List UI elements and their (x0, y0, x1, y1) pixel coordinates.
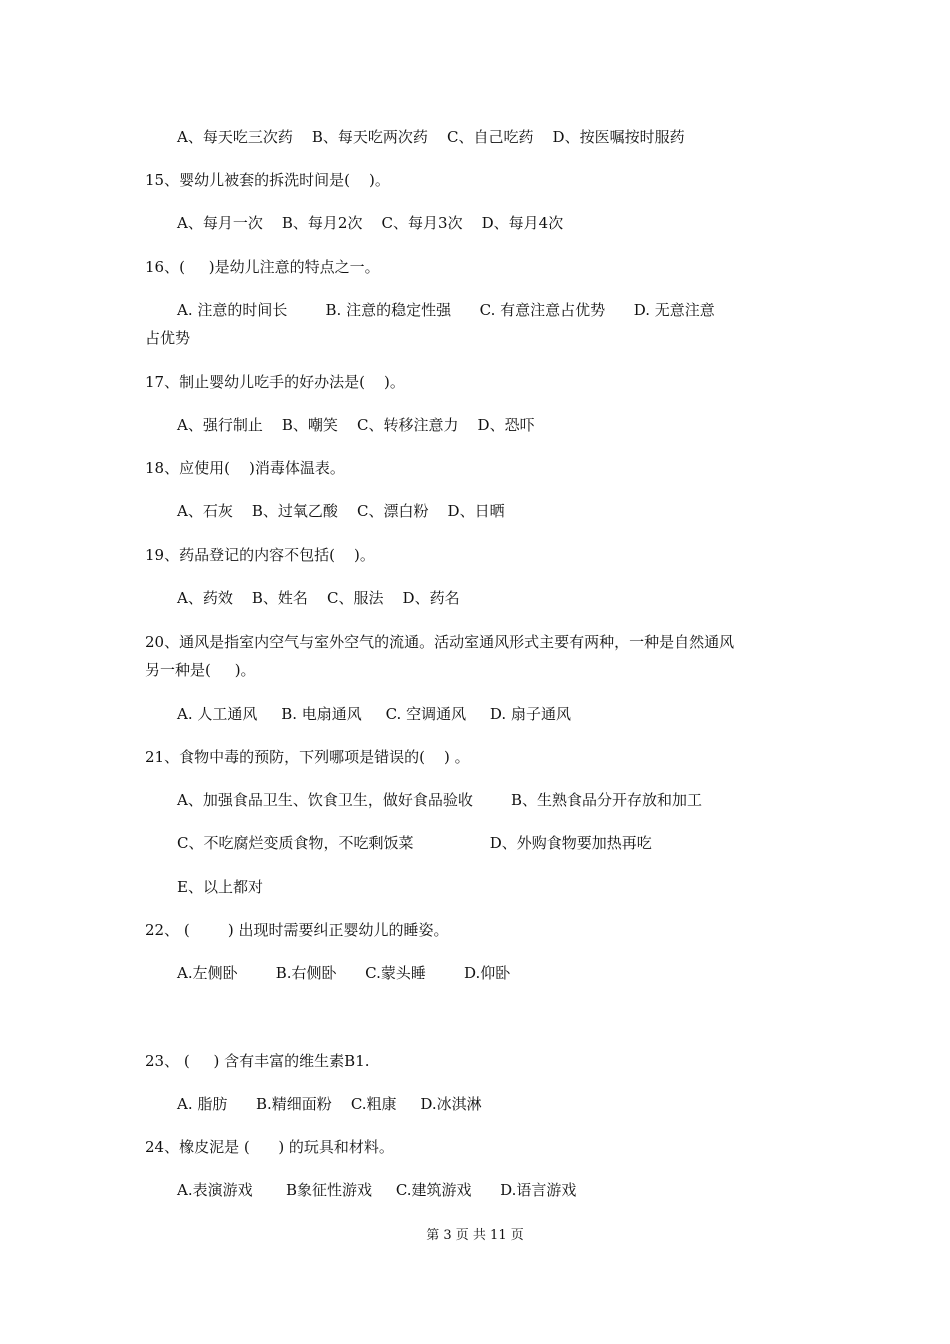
option-line-16: A. 注意的时间长 B. 注意的稳定性强 C. 有意注意占优势 D. 无意注意 (177, 301, 715, 319)
question-20-cont: 另一种是( )。 (145, 661, 256, 679)
question-15: 15、婴幼儿被套的拆洗时间是( )。 (145, 171, 390, 189)
question-16: 16、( )是幼儿注意的特点之一。 (145, 258, 380, 276)
option-line-21a: A、加强食品卫生、饮食卫生，做好食品验收 B、生熟食品分开存放和加工 (177, 791, 703, 809)
question-22: 22、 ( ) 出现时需要纠正婴幼儿的睡姿。 (145, 921, 449, 939)
option-line-22: A.左侧卧 B.右侧卧 C.蒙头睡 D.仰卧 (177, 964, 511, 982)
question-21: 21、食物中毒的预防，下列哪项是错误的( ) 。 (145, 748, 470, 766)
page-footer: 第 3 页 共 11 页 (426, 1228, 524, 1243)
question-20: 20、通风是指室内空气与室外空气的流通。活动室通风形式主要有两种，一种是自然通风 (145, 633, 735, 651)
question-24: 24、橡皮泥是 ( ) 的玩具和材料。 (145, 1138, 394, 1156)
option-line-24: A.表演游戏 B象征性游戏 C.建筑游戏 D.语言游戏 (177, 1181, 577, 1199)
question-19: 19、药品登记的内容不包括( )。 (145, 546, 375, 564)
option-line-18: A、石灰 B、过氧乙酸 C、漂白粉 D、日晒 (177, 502, 505, 520)
option-line-20: A. 人工通风 B. 电扇通风 C. 空调通风 D. 扇子通风 (177, 705, 571, 723)
option-line-17: A、强行制止 B、嘲笑 C、转移注意力 D、恐吓 (177, 416, 535, 434)
option-line-21b: C、不吃腐烂变质食物，不吃剩饭菜 D、外购食物要加热再吃 (177, 834, 652, 852)
option-line-19: A、药效 B、姓名 C、服法 D、药名 (177, 589, 460, 607)
option-line-21c: E、以上都对 (177, 878, 263, 896)
question-23: 23、 ( ) 含有丰富的维生素B1. (145, 1052, 370, 1070)
question-18: 18、应使用( )消毒体温表。 (145, 459, 345, 477)
option-line-14: A、每天吃三次药 B、每天吃两次药 C、自己吃药 D、按医嘱按时服药 (177, 128, 685, 146)
option-line-15: A、每月一次 B、每月2次 C、每月3次 D、每月4次 (177, 214, 564, 232)
option-line-16-cont: 占优势 (145, 329, 191, 347)
question-17: 17、制止婴幼儿吃手的好办法是( )。 (145, 373, 405, 391)
option-line-23: A. 脂肪 B.精细面粉 C.粗康 D.冰淇淋 (177, 1095, 482, 1113)
